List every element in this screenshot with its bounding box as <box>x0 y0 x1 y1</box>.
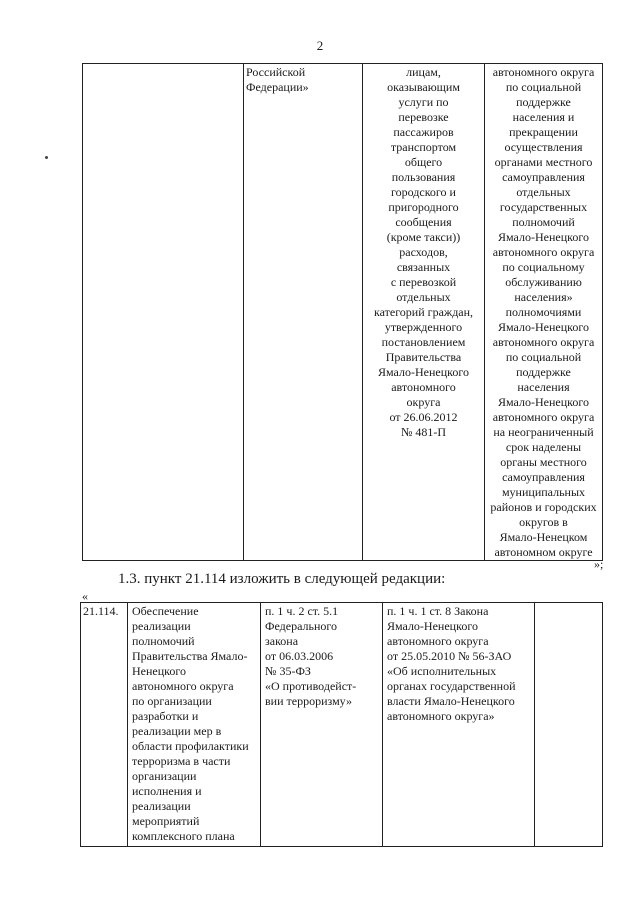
cell-line: пассажиров <box>393 125 454 139</box>
table-row <box>81 603 603 847</box>
closing-quote: »; <box>594 557 604 571</box>
cell-line: на неограниченный <box>493 425 594 439</box>
cell-line: оказывающим <box>387 80 460 94</box>
cell-line: Российской <box>246 65 306 79</box>
cell-line: общего <box>404 155 443 169</box>
cell-line: поддержке <box>516 365 571 379</box>
cell-line: реализации <box>132 799 191 813</box>
table-cell <box>363 64 485 561</box>
table-cell <box>244 64 363 561</box>
cell-line: Ямало-Ненецкого <box>378 365 469 379</box>
cell-line: населения» <box>514 290 573 304</box>
cell-line: от 26.06.2012 <box>389 410 458 424</box>
cell-text <box>128 603 260 844</box>
cell-line: «Об исполнительных <box>387 664 497 678</box>
cell-line: вии терроризму» <box>265 694 352 708</box>
cell-line: по социальной <box>505 80 582 94</box>
table-cell <box>261 603 383 847</box>
cell-line: реализации <box>132 619 191 633</box>
cell-line: муниципальных <box>501 485 586 499</box>
cell-line: округа <box>406 395 441 409</box>
section-heading: 1.3. пункт 21.114 изложить в следующей редакции: <box>118 571 446 587</box>
cell-line: населения и <box>512 110 575 124</box>
cell-line: «О противодейст- <box>265 679 357 693</box>
cell-line: Ямало-Ненецкого <box>498 395 589 409</box>
cell-line: государственных <box>499 200 588 214</box>
cell-line: с перевозкой <box>390 275 457 289</box>
cell-line: пользования <box>391 170 456 184</box>
cell-line: автономного округа» <box>387 709 495 723</box>
cell-line: исполнения и <box>132 784 202 798</box>
cell-line: перевозке <box>398 110 449 124</box>
cell-line: органах государственной <box>387 679 516 693</box>
cell-line: области профилактики <box>132 739 249 753</box>
cell-line: Ямало-Ненецкого <box>498 230 589 244</box>
cell-line: автономного округа <box>132 679 234 693</box>
table-cell <box>485 64 603 561</box>
table-cell <box>383 603 535 847</box>
scan-speck <box>45 156 48 159</box>
opening-quote: « <box>82 589 88 603</box>
cell-line: отдельных <box>396 290 451 304</box>
cell-text <box>383 603 534 724</box>
cell-line: транспортом <box>390 140 457 154</box>
cell-line: по социальному <box>502 260 585 274</box>
cell-line: № 481-П <box>400 425 447 439</box>
cell-line: самоуправления <box>502 470 585 484</box>
cell-line: организации <box>132 769 197 783</box>
cell-line: услуги по <box>398 95 449 109</box>
cell-text <box>485 64 602 560</box>
cell-line: № 35-ФЗ <box>265 664 311 678</box>
cell-line: по организации <box>132 694 212 708</box>
cell-line: Ямало-Ненецком <box>499 530 588 544</box>
cell-line: пригородного <box>388 200 459 214</box>
cell-line: поддержке <box>516 95 571 109</box>
cell-line: (кроме такси)) <box>386 230 461 244</box>
cell-line: терроризма в части <box>132 754 231 768</box>
cell-line: органами местного <box>494 155 593 169</box>
cell-line: п. 1 ч. 1 ст. 8 Закона <box>387 604 489 618</box>
table-continued <box>82 63 603 561</box>
cell-text <box>81 603 127 619</box>
cell-text <box>244 64 362 95</box>
cell-line: от 25.05.2010 № 56-ЗАО <box>387 649 512 663</box>
cell-line: прекращении <box>509 125 578 139</box>
cell-line: органы местного <box>500 455 587 469</box>
cell-line: полномочиями <box>505 305 582 319</box>
table-cell <box>128 603 261 847</box>
cell-line: Правительства <box>385 350 462 364</box>
cell-line: срок наделены <box>505 440 582 454</box>
cell-line: отдельных <box>516 185 571 199</box>
cell-line: округов в <box>519 515 568 529</box>
cell-line: связанных <box>396 260 451 274</box>
table-cell <box>81 603 128 847</box>
cell-line: утвержденного <box>384 320 463 334</box>
cell-line: населения <box>517 380 570 394</box>
cell-line: автономного <box>391 380 456 394</box>
cell-line: районов и городских <box>490 500 597 514</box>
cell-line: по социальной <box>505 350 582 364</box>
table-cell <box>83 64 244 561</box>
cell-line: автономного округа <box>492 245 595 259</box>
cell-line: Ямало-Ненецкого <box>498 320 589 334</box>
cell-line: расходов, <box>399 245 448 259</box>
cell-line: Ненецкого <box>132 664 187 678</box>
table-new-item <box>80 602 603 847</box>
cell-line: закона <box>265 634 299 648</box>
cell-line: автономного округа <box>387 634 489 648</box>
cell-line: сообщения <box>395 215 452 229</box>
page-number: 2 <box>316 38 324 53</box>
cell-line: категорий граждан, <box>373 305 474 319</box>
cell-line: комплексного плана <box>132 829 235 843</box>
cell-line: Федерального <box>265 619 338 633</box>
cell-line: власти Ямало-Ненецкого <box>387 694 515 708</box>
cell-line: 21.114. <box>83 604 119 618</box>
cell-line: Правительства Ямало- <box>132 649 248 663</box>
table-cell <box>535 603 603 847</box>
cell-line: постановлением <box>381 335 466 349</box>
cell-line: осуществления <box>504 140 583 154</box>
cell-line: от 06.03.2006 <box>265 649 334 663</box>
cell-line: мероприятий <box>132 814 200 828</box>
cell-line: обслуживанию <box>505 275 582 289</box>
cell-line: городского и <box>391 185 456 199</box>
cell-line: автономного округа <box>492 335 595 349</box>
cell-text <box>363 64 484 440</box>
cell-line: самоуправления <box>502 170 585 184</box>
cell-line: автономном округе <box>494 545 593 559</box>
cell-line: полномочий <box>512 215 575 229</box>
table-row <box>83 64 603 561</box>
cell-line: автономного округа <box>492 65 595 79</box>
cell-line: разработки и <box>132 709 199 723</box>
cell-line: п. 1 ч. 2 ст. 5.1 <box>265 604 339 618</box>
cell-line: Федерации» <box>246 80 309 94</box>
cell-line: лицам, <box>406 65 441 79</box>
cell-line: реализации мер в <box>132 724 222 738</box>
cell-line: Ямало-Ненецкого <box>387 619 478 633</box>
cell-text <box>261 603 382 709</box>
cell-line: автономного округа <box>492 410 595 424</box>
cell-line: полномочий <box>132 634 195 648</box>
cell-line: Обеспечение <box>132 604 199 618</box>
